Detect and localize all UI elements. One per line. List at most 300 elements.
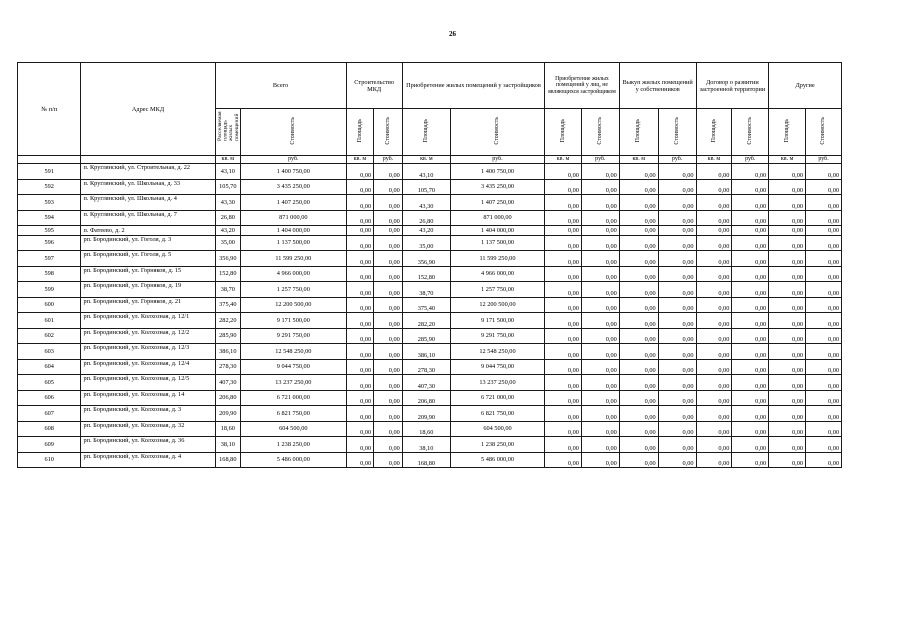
row-construction-area: 0,00 — [346, 282, 374, 298]
row-acq-non-dev-area: 0,00 — [545, 406, 582, 422]
row-construction-cost: 0,00 — [374, 235, 403, 251]
row-territory-cost: 0,00 — [732, 297, 769, 313]
row-territory-cost: 0,00 — [732, 375, 769, 391]
row-acq-non-dev-cost: 0,00 — [581, 251, 619, 267]
row-acq-non-dev-area: 0,00 — [545, 226, 582, 236]
row-other-area: 0,00 — [769, 390, 806, 406]
row-address: п. Фатеево, д. 2 — [81, 226, 215, 236]
col-header-territory-cost: Стоимость — [747, 117, 754, 145]
row-number: 604 — [18, 359, 81, 375]
row-territory-cost: 0,00 — [732, 313, 769, 329]
col-header-construction-area: Площадь — [356, 119, 363, 143]
row-acq-non-dev-cost: 0,00 — [581, 235, 619, 251]
row-construction-area: 0,00 — [346, 313, 374, 329]
row-territory-area: 0,00 — [696, 226, 732, 236]
row-acq-non-dev-cost: 0,00 — [581, 375, 619, 391]
row-territory-cost: 0,00 — [732, 437, 769, 453]
row-acq-dev-cost: 1 137 500,00 — [450, 235, 544, 251]
row-total-area: 375,40 — [215, 297, 241, 313]
table-row — [18, 251, 842, 267]
row-address: рп. Бородинский, ул. Гоголя, д. 3 — [81, 235, 215, 251]
row-other-area: 0,00 — [769, 179, 806, 195]
row-construction-cost: 0,00 — [374, 226, 403, 236]
row-construction-cost: 0,00 — [374, 390, 403, 406]
row-territory-area: 0,00 — [696, 406, 732, 422]
table-row — [18, 437, 842, 453]
row-total-cost: 1 404 000,00 — [241, 226, 346, 236]
row-territory-area: 0,00 — [696, 452, 732, 468]
row-buyout-cost: 0,00 — [658, 328, 696, 344]
row-acq-non-dev-cost: 0,00 — [581, 179, 619, 195]
row-acq-non-dev-area: 0,00 — [545, 164, 582, 180]
row-acq-non-dev-area: 0,00 — [545, 251, 582, 267]
table-row — [18, 452, 842, 468]
row-total-area: 386,10 — [215, 344, 241, 360]
row-territory-cost: 0,00 — [732, 328, 769, 344]
row-acq-non-dev-area: 0,00 — [545, 210, 582, 226]
row-acq-non-dev-area: 0,00 — [545, 235, 582, 251]
row-territory-cost: 0,00 — [732, 421, 769, 437]
row-other-cost: 0,00 — [806, 359, 842, 375]
row-other-cost: 0,00 — [806, 235, 842, 251]
row-acq-non-dev-cost: 0,00 — [581, 344, 619, 360]
row-buyout-cost: 0,00 — [658, 437, 696, 453]
row-number: 605 — [18, 375, 81, 391]
row-acq-dev-cost: 1 238 250,00 — [450, 437, 544, 453]
row-number: 598 — [18, 266, 81, 282]
row-address: рп. Бородинский, ул. Горняков, д. 21 — [81, 297, 215, 313]
row-buyout-cost: 0,00 — [658, 375, 696, 391]
row-territory-cost: 0,00 — [732, 164, 769, 180]
row-other-area: 0,00 — [769, 344, 806, 360]
row-construction-cost: 0,00 — [374, 437, 403, 453]
row-number: 601 — [18, 313, 81, 329]
col-header-construction: Строительство МКД — [346, 63, 402, 109]
row-number: 592 — [18, 179, 81, 195]
row-address: рп. Бородинский, ул. Колхозная, д. 12/2 — [81, 328, 215, 344]
row-total-cost: 13 237 250,00 — [241, 375, 346, 391]
row-total-cost: 871 000,00 — [241, 210, 346, 226]
row-other-area: 0,00 — [769, 421, 806, 437]
row-buyout-area: 0,00 — [619, 179, 658, 195]
row-other-area: 0,00 — [769, 313, 806, 329]
row-number: 610 — [18, 452, 81, 468]
row-construction-cost: 0,00 — [374, 297, 403, 313]
row-acq-non-dev-area: 0,00 — [545, 390, 582, 406]
row-total-cost: 9 044 750,00 — [241, 359, 346, 375]
row-construction-area: 0,00 — [346, 375, 374, 391]
row-other-cost: 0,00 — [806, 266, 842, 282]
row-construction-cost: 0,00 — [374, 266, 403, 282]
row-acq-dev-cost: 12 548 250,00 — [450, 344, 544, 360]
col-header-other-cost: Стоимость — [820, 117, 827, 145]
row-acq-dev-cost: 1 400 750,00 — [450, 164, 544, 180]
row-total-area: 152,80 — [215, 266, 241, 282]
row-buyout-area: 0,00 — [619, 328, 658, 344]
row-other-area: 0,00 — [769, 282, 806, 298]
row-address: рп. Бородинский, ул. Колхозная, д. 12/3 — [81, 344, 215, 360]
col-header-total-cost: Стоимость — [290, 117, 297, 145]
row-acq-dev-area: 278,30 — [402, 359, 450, 375]
row-total-area: 282,20 — [215, 313, 241, 329]
row-acq-non-dev-area: 0,00 — [545, 313, 582, 329]
row-territory-cost: 0,00 — [732, 359, 769, 375]
row-construction-area: 0,00 — [346, 421, 374, 437]
row-total-cost: 1 137 500,00 — [241, 235, 346, 251]
row-buyout-cost: 0,00 — [658, 282, 696, 298]
row-total-area: 43,10 — [215, 164, 241, 180]
row-buyout-area: 0,00 — [619, 375, 658, 391]
row-other-cost: 0,00 — [806, 179, 842, 195]
col-header-construction-cost: Стоимость — [384, 117, 391, 145]
row-acq-non-dev-area: 0,00 — [545, 437, 582, 453]
row-acq-dev-area: 38,10 — [402, 437, 450, 453]
row-acq-dev-area: 152,80 — [402, 266, 450, 282]
row-territory-area: 0,00 — [696, 344, 732, 360]
row-acq-non-dev-cost: 0,00 — [581, 406, 619, 422]
row-acq-non-dev-area: 0,00 — [545, 328, 582, 344]
row-territory-cost: 0,00 — [732, 344, 769, 360]
row-number: 591 — [18, 164, 81, 180]
row-number: 593 — [18, 195, 81, 211]
row-other-cost: 0,00 — [806, 297, 842, 313]
row-construction-area: 0,00 — [346, 297, 374, 313]
row-buyout-cost: 0,00 — [658, 452, 696, 468]
row-acq-dev-area: 38,70 — [402, 282, 450, 298]
row-other-area: 0,00 — [769, 266, 806, 282]
row-acq-non-dev-area: 0,00 — [545, 452, 582, 468]
row-acq-non-dev-cost: 0,00 — [581, 437, 619, 453]
row-total-area: 206,80 — [215, 390, 241, 406]
row-other-area: 0,00 — [769, 164, 806, 180]
col-header-acq-non-dev-area: Площадь — [559, 119, 566, 143]
col-header-acquisition-non-dev: Приобретение жилых помещений у лиц, не являющихся застройщиком — [545, 63, 620, 109]
row-acq-non-dev-area: 0,00 — [545, 195, 582, 211]
row-total-area: 356,90 — [215, 251, 241, 267]
unit-area: кв. м — [346, 156, 374, 164]
row-territory-cost: 0,00 — [732, 195, 769, 211]
unit-money: руб. — [732, 156, 769, 164]
row-acq-dev-cost: 4 966 000,00 — [450, 266, 544, 282]
table-row — [18, 421, 842, 437]
row-acq-dev-area: 43,20 — [402, 226, 450, 236]
col-header-acquisition-dev: Приобретение жилых помещений у застройщиков — [402, 63, 544, 109]
table-row — [18, 297, 842, 313]
row-construction-cost: 0,00 — [374, 344, 403, 360]
col-header-total-area: Расселяемая площадь жилых помещений — [216, 111, 240, 141]
row-other-cost: 0,00 — [806, 421, 842, 437]
table-row — [18, 313, 842, 329]
row-total-area: 18,60 — [215, 421, 241, 437]
row-construction-cost: 0,00 — [374, 452, 403, 468]
col-header-buyout: Выкуп жилых помещений у собственников — [619, 63, 696, 109]
row-acq-dev-area: 35,00 — [402, 235, 450, 251]
row-number: 609 — [18, 437, 81, 453]
row-construction-cost: 0,00 — [374, 179, 403, 195]
row-other-cost: 0,00 — [806, 328, 842, 344]
col-header-buyout-cost: Стоимость — [673, 117, 680, 145]
row-acq-non-dev-cost: 0,00 — [581, 359, 619, 375]
row-total-area: 168,80 — [215, 452, 241, 468]
row-total-cost: 1 238 250,00 — [241, 437, 346, 453]
row-address: п. Круглянский, ул. Школьная, д. 33 — [81, 179, 215, 195]
row-acq-dev-cost: 12 200 500,00 — [450, 297, 544, 313]
row-total-cost: 1 400 750,00 — [241, 164, 346, 180]
row-number: 600 — [18, 297, 81, 313]
row-acq-non-dev-cost: 0,00 — [581, 164, 619, 180]
row-construction-area: 0,00 — [346, 359, 374, 375]
row-acq-non-dev-cost: 0,00 — [581, 421, 619, 437]
row-address: рп. Бородинский, ул. Колхозная, д. 12/4 — [81, 359, 215, 375]
row-other-cost: 0,00 — [806, 226, 842, 236]
row-buyout-cost: 0,00 — [658, 164, 696, 180]
row-buyout-area: 0,00 — [619, 282, 658, 298]
row-acq-dev-cost: 871 000,00 — [450, 210, 544, 226]
row-number: 597 — [18, 251, 81, 267]
row-construction-area: 0,00 — [346, 406, 374, 422]
row-total-area: 35,00 — [215, 235, 241, 251]
row-territory-area: 0,00 — [696, 421, 732, 437]
unit-area: кв. м — [215, 156, 241, 164]
table-row — [18, 226, 842, 236]
row-territory-cost: 0,00 — [732, 406, 769, 422]
row-number: 608 — [18, 421, 81, 437]
table-row — [18, 210, 842, 226]
row-acq-dev-cost: 1 257 750,00 — [450, 282, 544, 298]
row-acq-non-dev-area: 0,00 — [545, 344, 582, 360]
row-total-cost: 604 500,00 — [241, 421, 346, 437]
row-construction-area: 0,00 — [346, 179, 374, 195]
row-acq-non-dev-cost: 0,00 — [581, 282, 619, 298]
unit-money: руб. — [374, 156, 403, 164]
row-address: рп. Бородинский, ул. Колхозная, д. 3 — [81, 406, 215, 422]
row-buyout-cost: 0,00 — [658, 251, 696, 267]
row-other-area: 0,00 — [769, 297, 806, 313]
row-territory-cost: 0,00 — [732, 226, 769, 236]
row-acq-non-dev-cost: 0,00 — [581, 452, 619, 468]
row-acq-dev-area: 43,30 — [402, 195, 450, 211]
row-address: рп. Бородинский, ул. Колхозная, д. 32 — [81, 421, 215, 437]
row-acq-dev-cost: 3 435 250,00 — [450, 179, 544, 195]
row-buyout-area: 0,00 — [619, 195, 658, 211]
unit-area: кв. м — [769, 156, 806, 164]
row-other-area: 0,00 — [769, 359, 806, 375]
row-total-area: 285,90 — [215, 328, 241, 344]
row-construction-area: 0,00 — [346, 390, 374, 406]
row-acq-dev-area: 282,20 — [402, 313, 450, 329]
row-construction-cost: 0,00 — [374, 282, 403, 298]
row-buyout-cost: 0,00 — [658, 421, 696, 437]
unit-money: руб. — [581, 156, 619, 164]
page-number: 26 — [449, 30, 456, 38]
row-other-area: 0,00 — [769, 210, 806, 226]
row-buyout-area: 0,00 — [619, 406, 658, 422]
row-territory-cost: 0,00 — [732, 390, 769, 406]
row-acq-dev-area: 375,40 — [402, 297, 450, 313]
row-territory-area: 0,00 — [696, 375, 732, 391]
row-territory-cost: 0,00 — [732, 251, 769, 267]
col-header-acq-non-dev-cost: Стоимость — [597, 117, 604, 145]
row-acq-non-dev-area: 0,00 — [545, 297, 582, 313]
row-construction-cost: 0,00 — [374, 195, 403, 211]
unit-area: кв. м — [402, 156, 450, 164]
row-acq-dev-cost: 11 599 250,00 — [450, 251, 544, 267]
row-number: 596 — [18, 235, 81, 251]
row-total-cost: 6 821 750,00 — [241, 406, 346, 422]
row-other-area: 0,00 — [769, 195, 806, 211]
row-acq-dev-area: 168,80 — [402, 452, 450, 468]
row-acq-dev-cost: 9 044 750,00 — [450, 359, 544, 375]
row-total-area: 38,10 — [215, 437, 241, 453]
row-buyout-area: 0,00 — [619, 313, 658, 329]
row-total-cost: 4 966 000,00 — [241, 266, 346, 282]
table-row — [18, 344, 842, 360]
row-construction-cost: 0,00 — [374, 328, 403, 344]
row-other-cost: 0,00 — [806, 195, 842, 211]
table-row — [18, 390, 842, 406]
col-header-num: № п/п — [18, 63, 81, 156]
header-row-groups — [18, 63, 842, 109]
row-total-cost: 3 435 250,00 — [241, 179, 346, 195]
row-other-area: 0,00 — [769, 251, 806, 267]
row-address: рп. Бородинский, ул. Горняков, д. 19 — [81, 282, 215, 298]
row-buyout-cost: 0,00 — [658, 359, 696, 375]
row-acq-dev-area: 26,80 — [402, 210, 450, 226]
row-total-cost: 9 291 750,00 — [241, 328, 346, 344]
row-construction-cost: 0,00 — [374, 375, 403, 391]
row-territory-area: 0,00 — [696, 328, 732, 344]
row-buyout-area: 0,00 — [619, 452, 658, 468]
row-territory-area: 0,00 — [696, 210, 732, 226]
row-address: п. Круглянский, ул. Строительная, д. 22 — [81, 164, 215, 180]
row-territory-area: 0,00 — [696, 297, 732, 313]
row-total-cost: 1 257 750,00 — [241, 282, 346, 298]
row-total-cost: 6 721 000,00 — [241, 390, 346, 406]
row-acq-non-dev-area: 0,00 — [545, 375, 582, 391]
row-territory-area: 0,00 — [696, 235, 732, 251]
row-construction-area: 0,00 — [346, 344, 374, 360]
table-row — [18, 406, 842, 422]
row-construction-area: 0,00 — [346, 251, 374, 267]
row-acq-dev-cost: 6 721 000,00 — [450, 390, 544, 406]
row-address: рп. Бородинский, ул. Колхозная, д. 36 — [81, 437, 215, 453]
row-buyout-cost: 0,00 — [658, 226, 696, 236]
row-acq-dev-cost: 5 486 000,00 — [450, 452, 544, 468]
row-territory-area: 0,00 — [696, 437, 732, 453]
row-total-cost: 5 486 000,00 — [241, 452, 346, 468]
row-territory-area: 0,00 — [696, 164, 732, 180]
row-other-area: 0,00 — [769, 452, 806, 468]
col-header-other: Другие — [769, 63, 842, 109]
row-number: 599 — [18, 282, 81, 298]
row-address: рп. Бородинский, ул. Колхозная, д. 4 — [81, 452, 215, 468]
row-buyout-area: 0,00 — [619, 344, 658, 360]
row-other-cost: 0,00 — [806, 164, 842, 180]
row-buyout-area: 0,00 — [619, 421, 658, 437]
row-address: п. Круглянский, ул. Школьная, д. 4 — [81, 195, 215, 211]
row-construction-cost: 0,00 — [374, 164, 403, 180]
row-address: п. Круглянский, ул. Школьная, д. 7 — [81, 210, 215, 226]
row-buyout-area: 0,00 — [619, 359, 658, 375]
row-acq-non-dev-area: 0,00 — [545, 179, 582, 195]
row-total-area: 105,70 — [215, 179, 241, 195]
row-buyout-area: 0,00 — [619, 297, 658, 313]
row-acq-dev-cost: 604 500,00 — [450, 421, 544, 437]
row-construction-area: 0,00 — [346, 164, 374, 180]
row-other-cost: 0,00 — [806, 437, 842, 453]
row-total-cost: 9 171 500,00 — [241, 313, 346, 329]
row-construction-cost: 0,00 — [374, 251, 403, 267]
row-address: рп. Бородинский, ул. Колхозная, д. 14 — [81, 390, 215, 406]
row-acq-non-dev-cost: 0,00 — [581, 313, 619, 329]
row-territory-area: 0,00 — [696, 282, 732, 298]
row-total-cost: 12 548 250,00 — [241, 344, 346, 360]
row-construction-cost: 0,00 — [374, 406, 403, 422]
row-buyout-area: 0,00 — [619, 226, 658, 236]
row-territory-cost: 0,00 — [732, 210, 769, 226]
row-address: рп. Бородинский, ул. Колхозная, д. 12/5 — [81, 375, 215, 391]
row-acq-dev-cost: 13 237 250,00 — [450, 375, 544, 391]
row-acq-non-dev-cost: 0,00 — [581, 266, 619, 282]
row-other-cost: 0,00 — [806, 406, 842, 422]
row-acq-dev-area: 18,60 — [402, 421, 450, 437]
row-acq-non-dev-cost: 0,00 — [581, 390, 619, 406]
row-other-area: 0,00 — [769, 375, 806, 391]
row-buyout-cost: 0,00 — [658, 179, 696, 195]
table-row — [18, 328, 842, 344]
row-number: 595 — [18, 226, 81, 236]
units-row — [18, 156, 842, 164]
row-total-area: 43,30 — [215, 195, 241, 211]
row-other-cost: 0,00 — [806, 282, 842, 298]
row-territory-area: 0,00 — [696, 179, 732, 195]
row-acq-non-dev-cost: 0,00 — [581, 328, 619, 344]
row-other-cost: 0,00 — [806, 313, 842, 329]
row-territory-cost: 0,00 — [732, 282, 769, 298]
row-acq-non-dev-area: 0,00 — [545, 266, 582, 282]
row-total-area: 278,30 — [215, 359, 241, 375]
row-territory-cost: 0,00 — [732, 179, 769, 195]
row-territory-cost: 0,00 — [732, 266, 769, 282]
row-territory-area: 0,00 — [696, 195, 732, 211]
row-total-area: 43,20 — [215, 226, 241, 236]
col-header-acq-dev-area: Площадь — [423, 119, 430, 143]
table-row — [18, 164, 842, 180]
row-buyout-cost: 0,00 — [658, 195, 696, 211]
row-number: 602 — [18, 328, 81, 344]
row-acq-dev-cost: 1 407 250,00 — [450, 195, 544, 211]
row-acq-non-dev-cost: 0,00 — [581, 297, 619, 313]
unit-area: кв. м — [545, 156, 582, 164]
table-row — [18, 282, 842, 298]
row-acq-dev-cost: 1 404 000,00 — [450, 226, 544, 236]
row-acq-non-dev-area: 0,00 — [545, 282, 582, 298]
row-acq-dev-area: 386,10 — [402, 344, 450, 360]
row-buyout-cost: 0,00 — [658, 210, 696, 226]
row-acq-dev-area: 105,70 — [402, 179, 450, 195]
row-other-area: 0,00 — [769, 406, 806, 422]
col-header-address: Адрес МКД — [81, 63, 215, 156]
row-other-area: 0,00 — [769, 437, 806, 453]
row-number: 603 — [18, 344, 81, 360]
row-construction-area: 0,00 — [346, 235, 374, 251]
row-construction-cost: 0,00 — [374, 421, 403, 437]
table-row — [18, 235, 842, 251]
row-buyout-cost: 0,00 — [658, 344, 696, 360]
row-address: рп. Бородинский, ул. Горняков, д. 15 — [81, 266, 215, 282]
unit-money: руб. — [658, 156, 696, 164]
row-acq-dev-area: 407,30 — [402, 375, 450, 391]
